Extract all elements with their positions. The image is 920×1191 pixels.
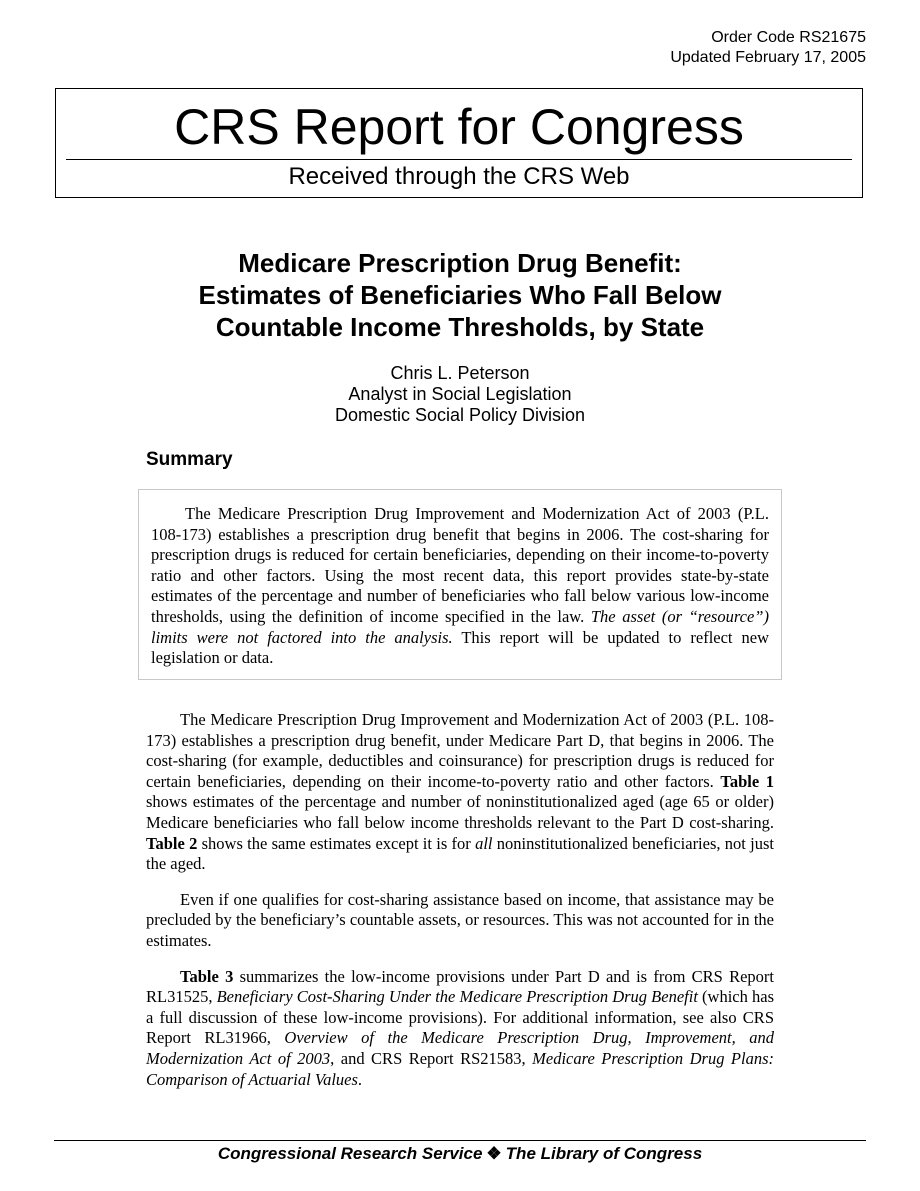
footer-crs: Congressional Research Service	[217, 1144, 483, 1163]
report-title	[100, 247, 820, 343]
summary-text: The Medicare Prescription Drug Improvement and Modernization Act of 2003 (P.L. 108-173) establishes a prescription drug benefit that begins in 2006. The cost-sharing for prescription drugs is reduced for certain beneficiaries, depending on their income-to-poverty ratio and other factors. Using the most recent data, this report provides state-by-state estimates of the percentage and number of beneficiaries who fall below various low-income thresholds, using the definition of income specified in the law.	[151, 504, 769, 626]
body-text	[146, 710, 774, 1105]
author-position: Analyst in Social Legislation	[348, 384, 572, 404]
author-name: Chris L. Peterson	[390, 363, 530, 383]
updated-date: Updated February 17, 2005	[670, 49, 866, 66]
summary-box	[138, 489, 782, 680]
body-paragraph-3	[146, 967, 774, 1091]
summary-heading: Summary	[146, 449, 233, 470]
body-text-span: summarizes the low-income provisions under Part D and is from CRS Report RL31525,	[146, 966, 775, 1007]
body-paragraph-2: Even if one qualifies for cost-sharing assistance based on income, that assistance may be precluded by the beneficiary’s countable assets, or resources. This was not accounted for in the estimates.	[146, 889, 774, 950]
table-3-reference: Table 3	[180, 966, 234, 986]
report-title-line: Estimates of Beneficiaries Who Fall Below	[198, 280, 722, 310]
body-text-span: .	[357, 1069, 363, 1089]
emphasis-all: all	[475, 833, 493, 853]
report-reference-rs21583: Medicare Prescription Drug Plans: Comparison of Actuarial Values	[146, 1048, 775, 1089]
summary-paragraph	[151, 504, 769, 669]
body-text-span: The Medicare Prescription Drug Improvement and Modernization Act of 2003 (P.L. 108-173) establishes a prescription drug benefit, under Medicare Part D, that begins in 2006. The cost-sharing (for example, deductibles and coinsurance) for prescription drugs is reduced for certain beneficiaries, depending on their income-to-poverty ratio and other factors.	[146, 710, 774, 791]
order-code: Order Code RS21675	[711, 29, 866, 46]
report-reference-rl31525: Beneficiary Cost-Sharing Under the Medicare Prescription Drug Benefit	[216, 987, 698, 1007]
body-text-span: , and CRS Report RS21583,	[330, 1048, 533, 1068]
author-block	[100, 363, 820, 426]
banner-divider	[66, 159, 852, 160]
body-text-span: (which has a full discussion of these low-income provisions). For additional information, see also CRS Report RL31966,	[146, 987, 774, 1048]
author-division: Domestic Social Policy Division	[334, 405, 586, 425]
footer-loc: The Library of Congress	[505, 1144, 703, 1163]
banner-subtitle: Received through the CRS Web	[288, 163, 630, 190]
body-text-span: shows the same estimates except it is for	[197, 833, 476, 853]
footer-divider	[54, 1140, 866, 1141]
body-paragraph-1	[146, 710, 774, 875]
report-title-line: Countable Income Thresholds, by State	[215, 312, 705, 342]
body-text-span: noninstitutionalized beneficiaries, not just the aged.	[146, 833, 774, 874]
summary-italic-note: The asset (or “resource”) limits were not factored into the analysis.	[151, 606, 769, 647]
body-text-span: shows estimates of the percentage and number of noninstitutionalized aged (age 65 or older) Medicare beneficiaries who fall below income thresholds relevant to the Part D cost-sharing.	[146, 792, 774, 832]
report-title-line: Medicare Prescription Drug Benefit:	[238, 248, 682, 278]
banner-title: CRS Report for Congress	[174, 99, 744, 155]
report-reference-rl31966: Overview of the Medicare Prescription Drug, Improvement, and Modernization Act of 2003	[146, 1028, 774, 1068]
table-2-reference: Table 2	[146, 833, 198, 853]
footer	[0, 1143, 920, 1165]
fleuron-icon: ❖	[486, 1144, 502, 1163]
table-1-reference: Table 1	[720, 771, 774, 791]
order-code-block	[670, 28, 866, 68]
summary-text: This report will be updated to reflect new legislation or data.	[151, 627, 769, 668]
crs-banner	[55, 88, 863, 198]
